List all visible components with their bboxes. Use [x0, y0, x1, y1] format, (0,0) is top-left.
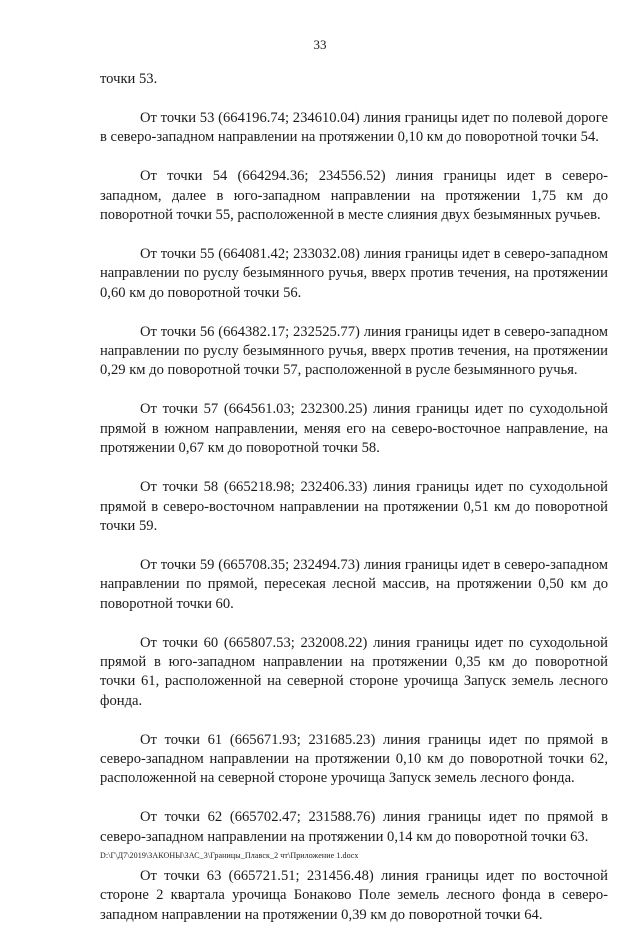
- document-body: [100, 70, 608, 944]
- paragraph-point-53: От точки 53 (664196.74; 234610.04) линия границы идет по полевой дороге в северо-западном направлении на протяжении 0,10 км до поворотной точки 54.: [100, 109, 608, 146]
- page-number: 33: [313, 37, 327, 52]
- paragraph-point-61: От точки 61 (665671.93; 231685.23) линия границы идет по прямой в северо-западном направлении на протяжении 0,10 км до поворотной точки 62, расположенной на северной стороне урочища Запуск земель лесного фонда.: [100, 731, 608, 787]
- paragraph-point-60: От точки 60 (665807.53; 232008.22) линия границы идет по суходольной прямой в юго-западном направлении на протяжении 0,35 км до поворотной точки 61, расположенной на северной стороне урочища Запуск земель лесного фонда.: [100, 634, 608, 709]
- paragraph-point-55: От точки 55 (664081.42; 233032.08) линия границы идет в северо-западном направлении по руслу безымянного ручья, вверх против течения, на протяжении 0,60 км до поворотной точки 56.: [100, 245, 608, 301]
- paragraph-point-56: От точки 56 (664382.17; 232525.77) линия границы идет в северо-западном направлении по руслу безымянного ручья, вверх против течения, на протяжении 0,29 км до поворотной точки 57, расположенной в русле безымянного ручья.: [100, 323, 608, 379]
- paragraph-point-63: От точки 63 (665721.51; 231456.48) линия границы идет по восточной стороне 2 квартала урочища Бонаково Поле земель лесного фонда в северо-западном направлении на протяжении 0,39 км до поворотной точки 64.: [100, 867, 608, 923]
- paragraph-point-62: От точки 62 (665702.47; 231588.76) линия границы идет по прямой в северо-западном направлении на протяжении 0,14 км до поворотной точки 63.: [100, 809, 608, 845]
- paragraph-point-54: От точки 54 (664294.36; 234556.52) линия границы идет в северо-западном, далее в юго-западном направлении на протяжении 1,75 км до поворотной точки 55, расположенной в месте слияния двух безымянных ручьев.: [100, 168, 608, 224]
- paragraph-continuation: точки 53.: [100, 71, 158, 87]
- paragraph-point-57: От точки 57 (664561.03; 232300.25) линия границы идет по суходольной прямой в южном направлении, меняя его на северо-восточное направление, на протяжении 0,67 км до поворотной точки 58.: [100, 401, 608, 457]
- paragraph-point-58: От точки 58 (665218.98; 232406.33) линия границы идет по суходольной прямой в северо-восточном направлении на протяжении 0,51 км до поворотной точки 59.: [100, 479, 608, 534]
- paragraph-point-59: От точки 59 (665708.35; 232494.73) линия границы идет в северо-западном направлении по прямой, пересекая лесной массив, на протяжении 0,50 км до поворотной точки 60.: [100, 556, 608, 612]
- footer-file-path: D:\Г\Д7\2019\ЗАКОНЫ\ЗАС_3\Границы_Плавск_2 чт\Приложение 1.docx: [100, 851, 359, 860]
